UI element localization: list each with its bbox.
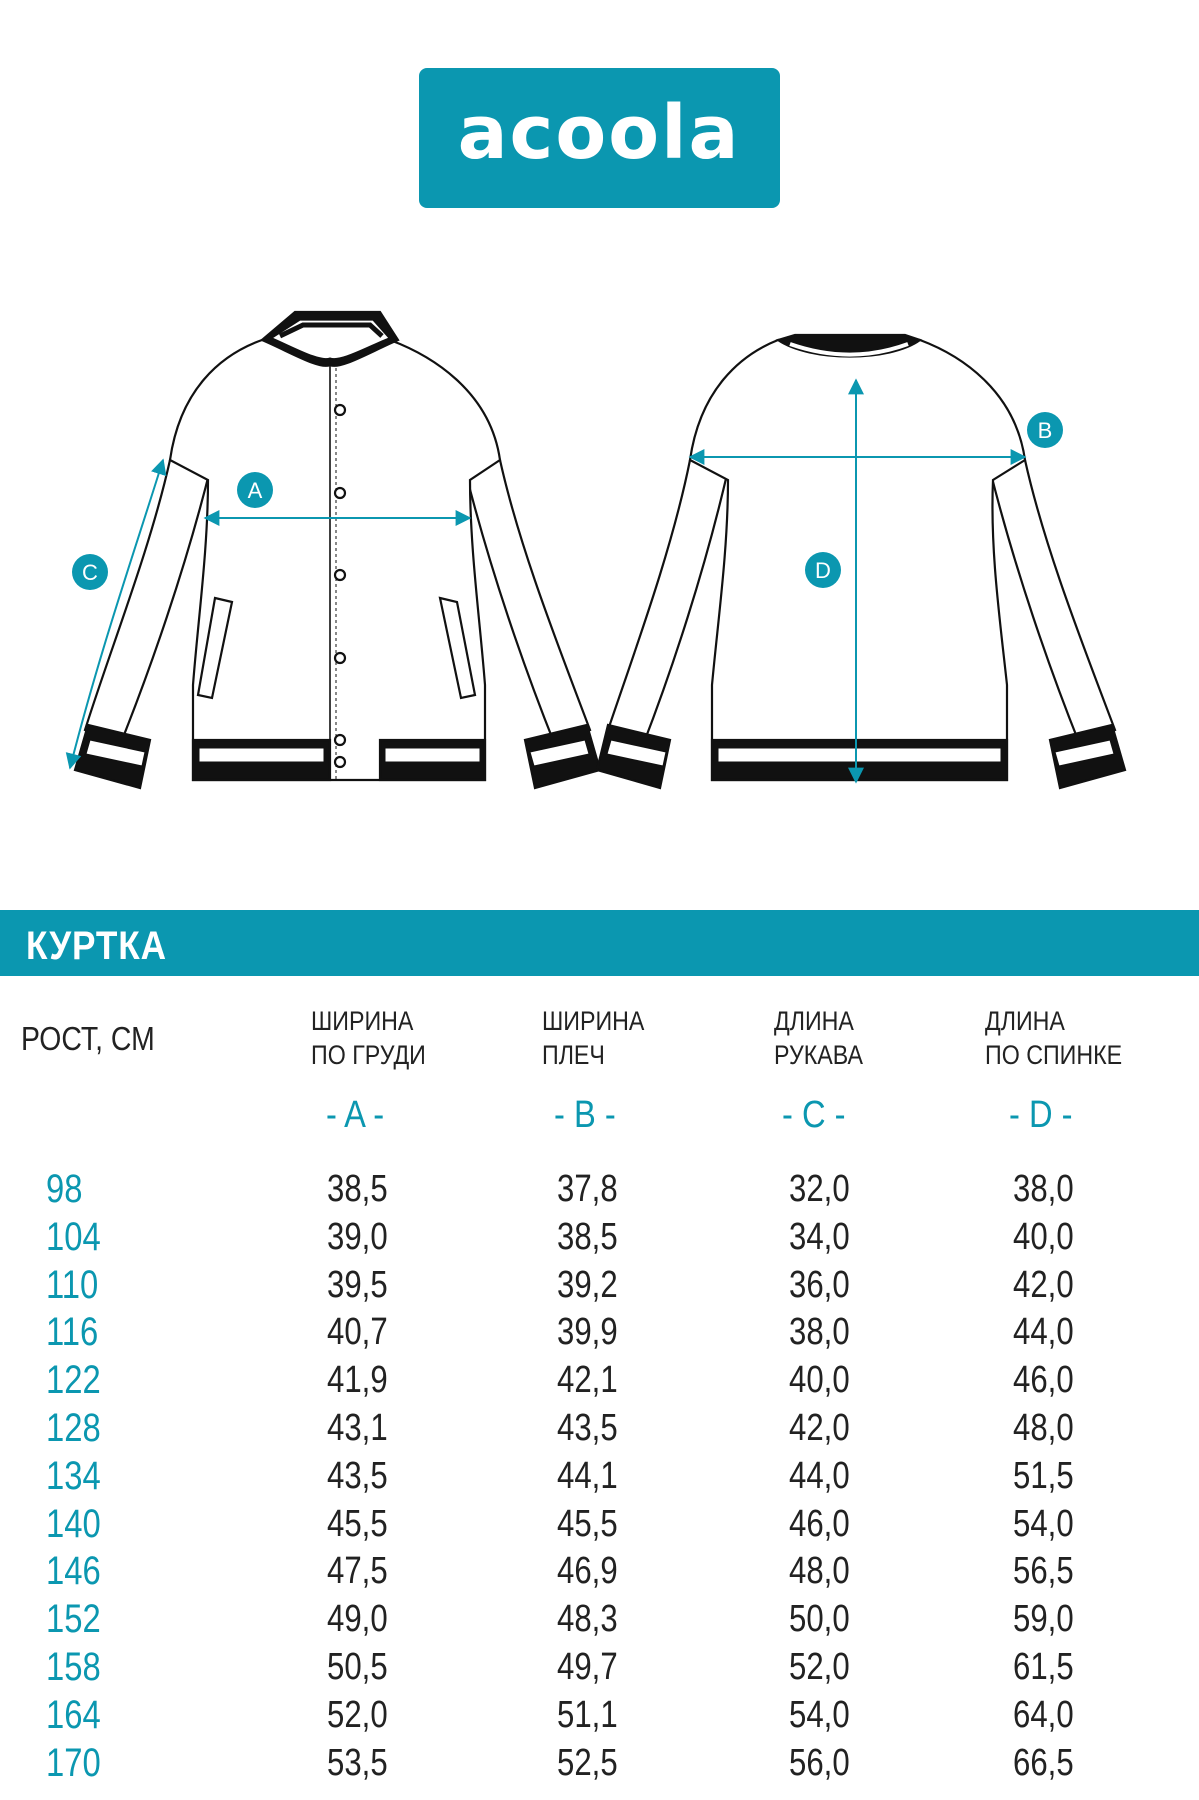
height-cell: 116 [46, 1310, 99, 1355]
marker-a-label: A [247, 478, 263, 503]
sleeve-length-cell: 32,0 [789, 1168, 850, 1210]
shoulder-width-cell: 38,5 [557, 1215, 618, 1258]
height-cell: 140 [46, 1501, 101, 1546]
section-title: КУРТКА [26, 924, 167, 968]
column-header-line: ПО ГРУДИ [311, 1040, 426, 1070]
sleeve-length-cell: 46,0 [789, 1502, 850, 1545]
table-row [0, 1739, 1199, 1787]
sleeve-length-cell: 44,0 [789, 1454, 850, 1497]
back-length-cell: 40,0 [1013, 1215, 1074, 1258]
sleeve-length-cell: 54,0 [789, 1693, 850, 1736]
marker-a [237, 472, 273, 508]
sleeve-length-cell: 36,0 [789, 1263, 850, 1306]
column-code-a: - A - [326, 1094, 385, 1136]
marker-b [1027, 412, 1063, 448]
height-cell: 98 [46, 1167, 83, 1211]
height-cell: 134 [46, 1453, 101, 1498]
shoulder-width-cell: 52,5 [557, 1741, 618, 1784]
column-header-line: ПЛЕЧ [542, 1040, 605, 1070]
column-header-line: ШИРИНА [542, 1006, 645, 1036]
jacket-back [597, 335, 1125, 788]
height-cell: 152 [46, 1597, 101, 1642]
shoulder-width-cell: 39,2 [557, 1263, 618, 1306]
jacket-front [75, 312, 600, 788]
jacket-drawing [0, 300, 1199, 800]
column-code-c: - C - [782, 1094, 846, 1136]
chest-width-cell: 49,0 [327, 1598, 388, 1641]
table-row [0, 1308, 1199, 1356]
chest-width-cell: 39,5 [327, 1263, 388, 1306]
height-cell: 164 [46, 1692, 101, 1737]
chest-width-cell: 40,7 [327, 1311, 388, 1354]
shoulder-width-cell: 51,1 [557, 1693, 618, 1736]
back-length-cell: 64,0 [1013, 1693, 1074, 1736]
table-row [0, 1356, 1199, 1404]
sleeve-length-cell: 42,0 [789, 1407, 850, 1449]
height-cell: 110 [46, 1262, 99, 1307]
shoulder-width-cell: 49,7 [557, 1646, 618, 1688]
back-length-cell: 42,0 [1013, 1263, 1074, 1306]
table-row [0, 1547, 1199, 1595]
chest-width-cell: 39,0 [327, 1215, 388, 1258]
marker-d [805, 552, 841, 588]
sleeve-length-cell: 38,0 [789, 1311, 850, 1354]
back-length-cell: 46,0 [1013, 1359, 1074, 1402]
table-row [0, 1643, 1199, 1691]
shoulder-width-cell: 46,9 [557, 1550, 618, 1593]
shoulder-width-cell: 43,5 [557, 1407, 618, 1449]
back-length-cell: 54,0 [1013, 1502, 1074, 1545]
table-row [0, 1261, 1199, 1309]
height-cell: 158 [46, 1645, 101, 1689]
column-header-line: РУКАВА [774, 1040, 863, 1070]
table-row [0, 1404, 1199, 1452]
back-length-cell: 51,5 [1013, 1454, 1074, 1497]
table-row [0, 1452, 1199, 1500]
table-row [0, 1595, 1199, 1643]
section-banner [0, 910, 1199, 976]
shoulder-width-cell: 44,1 [557, 1454, 618, 1497]
column-header-line: ДЛИНА [985, 1006, 1065, 1036]
height-cell: 146 [46, 1549, 101, 1594]
chest-width-cell: 50,5 [327, 1646, 388, 1688]
shoulder-width-cell: 42,1 [557, 1359, 618, 1402]
table-row [0, 1213, 1199, 1261]
shoulder-width-cell: 48,3 [557, 1598, 618, 1641]
chest-width-cell: 41,9 [327, 1359, 388, 1402]
chest-width-cell: 53,5 [327, 1741, 388, 1784]
shoulder-width-cell: 45,5 [557, 1502, 618, 1545]
brand-logo-mark [419, 68, 780, 208]
height-cell: 170 [46, 1740, 101, 1785]
chest-width-cell: 52,0 [327, 1693, 388, 1736]
marker-c [72, 554, 108, 590]
back-length-cell: 56,5 [1013, 1550, 1074, 1593]
chest-width-cell: 43,5 [327, 1454, 388, 1497]
shoulder-width-cell: 37,8 [557, 1168, 618, 1210]
table-row [0, 1165, 1199, 1213]
shoulder-width-cell: 39,9 [557, 1311, 618, 1354]
column-header-line: ПО СПИНКЕ [985, 1040, 1123, 1070]
back-length-cell: 59,0 [1013, 1598, 1074, 1641]
sleeve-length-cell: 34,0 [789, 1215, 850, 1258]
sleeve-length-cell: 56,0 [789, 1741, 850, 1784]
height-cell: 104 [46, 1214, 101, 1259]
brand-logo [419, 68, 780, 208]
column-header-sleeve [774, 1004, 863, 1072]
logo-wordmark: acoola [457, 90, 741, 176]
sleeve-length-cell: 50,0 [789, 1598, 850, 1641]
back-length-cell: 38,0 [1013, 1168, 1074, 1210]
height-cell: 128 [46, 1406, 101, 1450]
back-length-cell: 44,0 [1013, 1311, 1074, 1354]
column-code-b: - B - [554, 1094, 616, 1136]
column-header-back-length [985, 1004, 1122, 1072]
column-header-line: ШИРИНА [311, 1006, 414, 1036]
column-header-line: ДЛИНА [774, 1006, 854, 1036]
chest-width-cell: 47,5 [327, 1550, 388, 1593]
table-row [0, 1691, 1199, 1739]
back-length-cell: 66,5 [1013, 1741, 1074, 1784]
chest-width-cell: 38,5 [327, 1168, 388, 1210]
sleeve-length-cell: 52,0 [789, 1646, 850, 1688]
marker-b-label: B [1037, 418, 1053, 443]
table-row [0, 1500, 1199, 1548]
marker-c-label: C [82, 560, 98, 585]
sleeve-length-cell: 40,0 [789, 1359, 850, 1402]
column-header-chest [311, 1004, 426, 1072]
marker-d-label: D [815, 558, 831, 583]
chest-width-cell: 45,5 [327, 1502, 388, 1545]
sleeve-length-cell: 48,0 [789, 1550, 850, 1593]
chest-width-cell: 43,1 [327, 1407, 388, 1449]
column-header-shoulders [542, 1004, 644, 1072]
back-length-cell: 48,0 [1013, 1407, 1074, 1449]
height-column-header: РОСТ, СМ [21, 1020, 155, 1057]
height-cell: 122 [46, 1358, 101, 1403]
column-code-d: - D - [1009, 1094, 1073, 1136]
back-length-cell: 61,5 [1013, 1646, 1074, 1688]
